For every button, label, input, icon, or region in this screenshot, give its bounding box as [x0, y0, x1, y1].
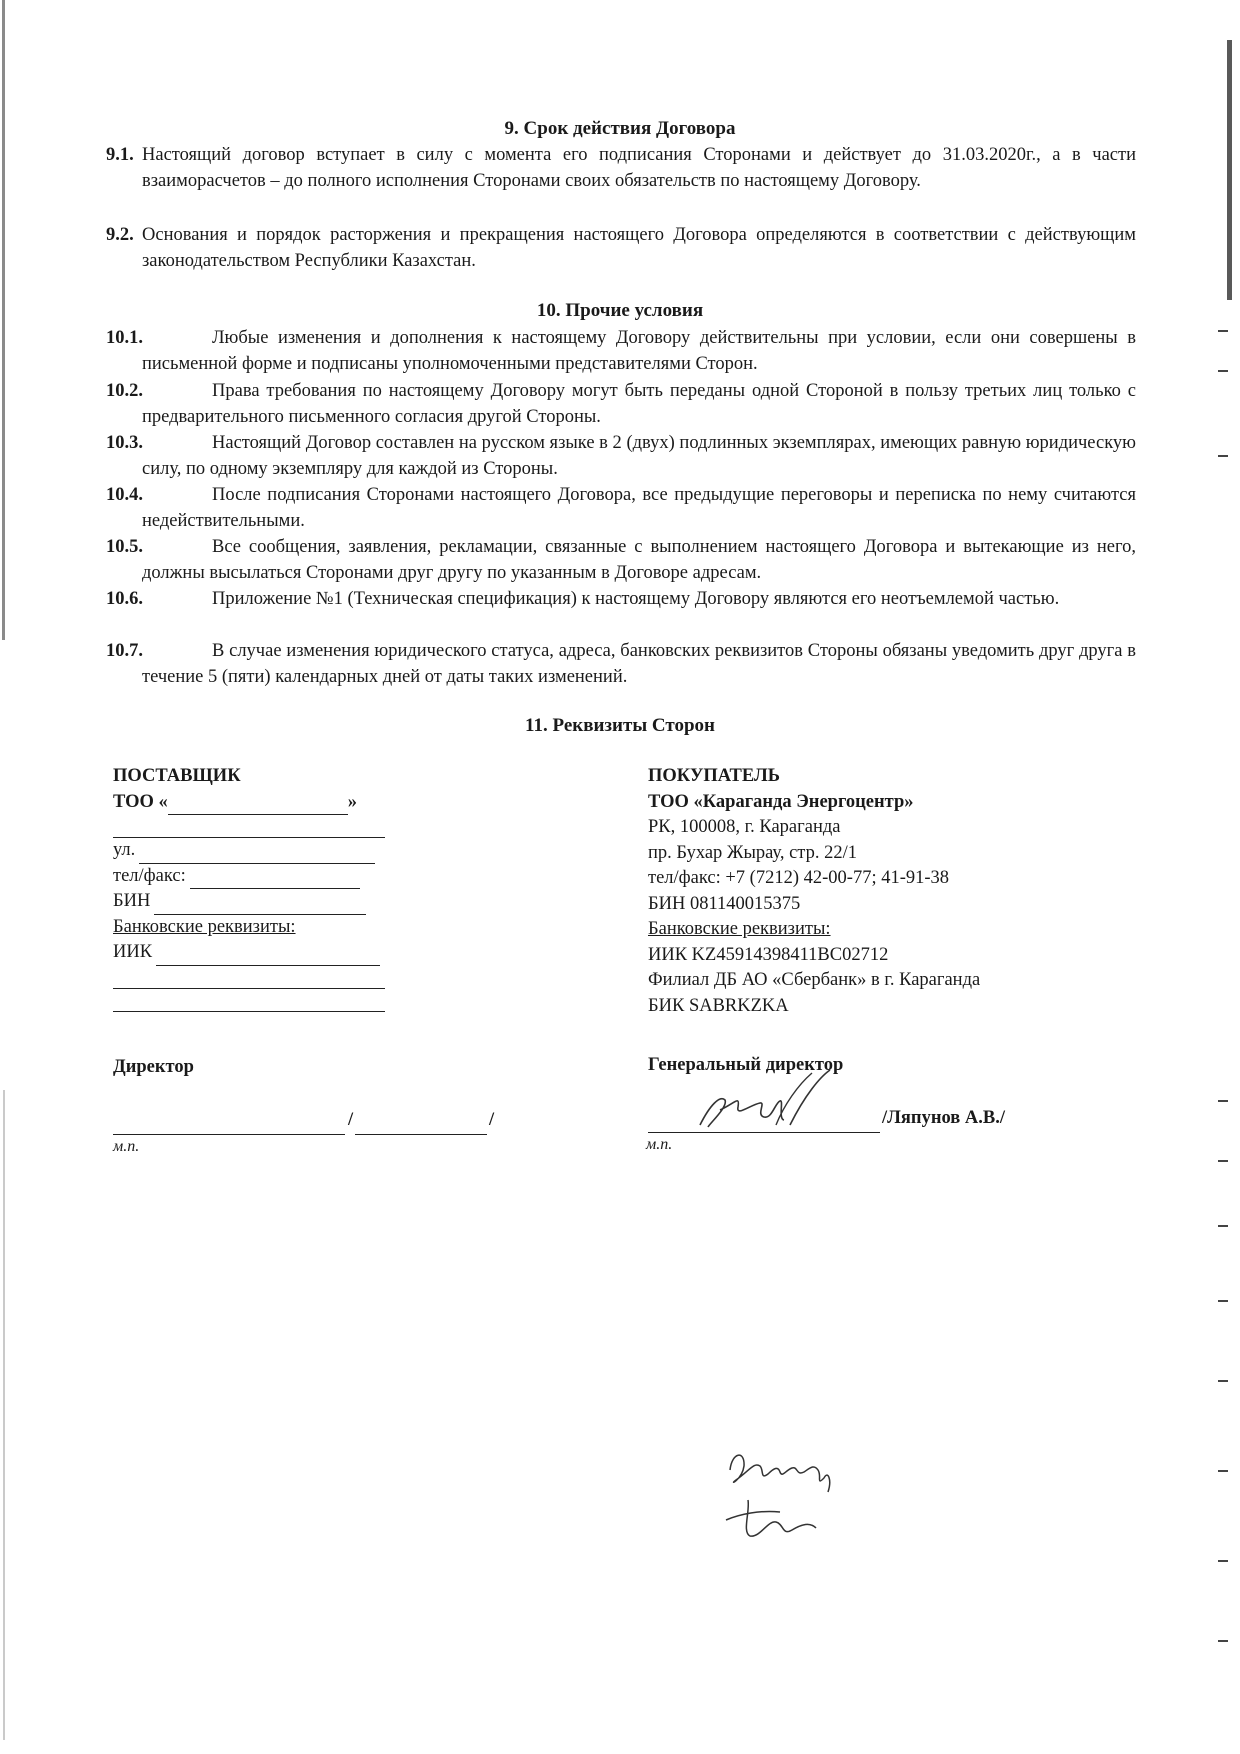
scan-dash [1218, 1225, 1228, 1227]
supplier-heading: ПОСТАВЩИК [113, 766, 241, 786]
clause-number: 10.4. [106, 485, 143, 505]
supplier-bank-heading: Банковские реквизиты: [113, 916, 296, 937]
buyer-phone: тел/факс: +7 (7212) 42-00-77; 41-91-38 [648, 868, 950, 888]
supplier-sig-slash: / [489, 1110, 495, 1130]
scan-dash [1218, 1160, 1228, 1162]
clause-text: Настоящий Договор составлен на русском языке в 2 (двух) подлинных экземплярах, имеющих равную юридическую силу, по одному экземпляру для каждой из Стороны. [142, 433, 1136, 479]
clause-number: 10.5. [106, 537, 143, 557]
supplier-street-blank [139, 845, 375, 864]
supplier-org-blank [168, 796, 348, 815]
clause-10-2 [106, 378, 1136, 430]
clause-text: Настоящий договор вступает в силу с момента его подписания Сторонами и действует до 31.03.2020г., а в части взаиморасчетов – до полного исполнения Сторонами своих обязательств по настоящему Договору. [142, 145, 1136, 191]
section-9-title: 9. Срок действия Договора [504, 118, 736, 139]
clause-text: Любые изменения и дополнения к настоящему Договору действительны при условии, если они совершены в письменной форме и подписаны уполномоченными представителями Сторон. [142, 328, 1136, 374]
scan-dash [1218, 1300, 1228, 1302]
clause-text: Приложение №1 (Техническая спецификация) к настоящему Договору являются его неотъемлемой частью. [212, 589, 1060, 609]
buyer-iik: ИИК KZ45914398411BC02712 [648, 944, 889, 965]
supplier-blank-line [113, 815, 385, 838]
clause-10-7 [106, 638, 1136, 690]
clause-text: Основания и порядок расторжения и прекращения настоящего Договора определяются в соответствии с действующим законодательством Республики Казахстан. [142, 225, 1136, 271]
scan-dash [1218, 1560, 1228, 1562]
buyer-address-line-1: РК, 100008, г. Караганда [648, 817, 841, 837]
supplier-sig-slash: / [348, 1110, 354, 1130]
supplier-street-label: ул. [113, 840, 136, 860]
clause-text: Все сообщения, заявления, рекламации, связанные с выполнением настоящего Договора и вытекающие из него, должны высылаться Сторонами друг другу по указанным в Договоре адресам. [142, 537, 1136, 583]
buyer-signer-name: /Ляпунов А.В./ [882, 1108, 1005, 1128]
supplier-bin-blank [154, 896, 366, 915]
clause-number: 10.3. [106, 433, 143, 453]
scan-dash [1218, 1380, 1228, 1382]
buyer-role: Генеральный директор [648, 1055, 844, 1075]
buyer-org: ТОО «Караганда Энергоцентр» [648, 791, 914, 812]
supplier-blank-line [113, 966, 385, 989]
section-11-title: 11. Реквизиты Сторон [525, 715, 715, 736]
supplier-iik-label: ИИК [113, 942, 153, 962]
buyer-stamp-label: м.п. [646, 1136, 673, 1153]
supplier-org-suffix: » [347, 791, 358, 812]
buyer-handwritten-signature [680, 1065, 840, 1145]
supplier-phone-label: тел/факс: [113, 865, 186, 886]
clause-number: 9.2. [106, 225, 134, 245]
clause-number: 10.6. [106, 589, 143, 609]
supplier-bin-row [113, 889, 385, 915]
buyer-bik: БИК SABRKZKA [648, 995, 789, 1016]
supplier-phone-blank [190, 870, 360, 889]
supplier-street-row [113, 838, 385, 864]
clause-10-3 [106, 430, 1136, 482]
buyer-bank: Филиал ДБ АО «Сбербанк» в г. Караганда [648, 970, 981, 990]
supplier-role: Директор [113, 1057, 194, 1077]
clause-10-4 [106, 482, 1136, 534]
supplier-block [113, 764, 385, 1012]
clause-text: Права требования по настоящему Договору могут быть переданы одной Стороной в пользу третьих лиц только с предварительного письменного согласия другой Стороны. [142, 381, 1136, 427]
clause-number: 9.1. [106, 145, 134, 165]
buyer-bin: БИН 081140015375 [648, 893, 801, 914]
clause-number: 10.2. [106, 381, 143, 401]
supplier-iik-blank [156, 947, 380, 966]
section-10-title: 10. Прочие условия [536, 300, 704, 321]
buyer-heading: ПОКУПАТЕЛЬ [648, 766, 780, 786]
scan-dash [1218, 1470, 1228, 1472]
clause-text: После подписания Сторонами настоящего Договора, все предыдущие переговоры и переписка по нему считаются недействительными. [142, 485, 1136, 531]
supplier-signature-line [113, 1112, 345, 1135]
clause-number: 10.1. [106, 328, 143, 348]
supplier-iik-row [113, 940, 385, 966]
clause-text: В случае изменения юридического статуса, адреса, банковских реквизитов Стороны обязаны уведомить друг друга в течение 5 (пяти) календарных дней от даты таких изменений. [142, 641, 1136, 687]
scan-dash [1218, 1100, 1228, 1102]
scan-dash [1218, 370, 1228, 372]
buyer-address-line-2: пр. Бухар Жырау, стр. 22/1 [648, 842, 857, 863]
supplier-org-prefix: ТОО « [113, 791, 168, 812]
scan-edge-right [1227, 40, 1232, 300]
supplier-phone-row [113, 864, 385, 890]
supplier-org-row [113, 790, 385, 816]
clause-10-1 [106, 325, 1136, 377]
buyer-bank-heading: Банковские реквизиты: [648, 919, 831, 939]
supplier-stamp-label: м.п. [113, 1138, 140, 1155]
supplier-blank-line [113, 989, 385, 1012]
clause-9-1 [106, 142, 1136, 194]
supplier-name-line [355, 1112, 487, 1135]
scan-dash [1218, 455, 1228, 457]
clause-10-5 [106, 534, 1136, 586]
buyer-block [648, 764, 1068, 1019]
clause-10-6 [106, 586, 1136, 612]
scan-edge-left-lower [3, 1090, 5, 1740]
supplier-bin-label: БИН [113, 891, 151, 911]
scan-dash [1218, 1640, 1228, 1642]
scan-dash [1218, 330, 1228, 332]
clause-number: 10.7. [106, 641, 143, 661]
bottom-handwritten-initials [720, 1440, 870, 1560]
clause-9-2 [106, 222, 1136, 274]
